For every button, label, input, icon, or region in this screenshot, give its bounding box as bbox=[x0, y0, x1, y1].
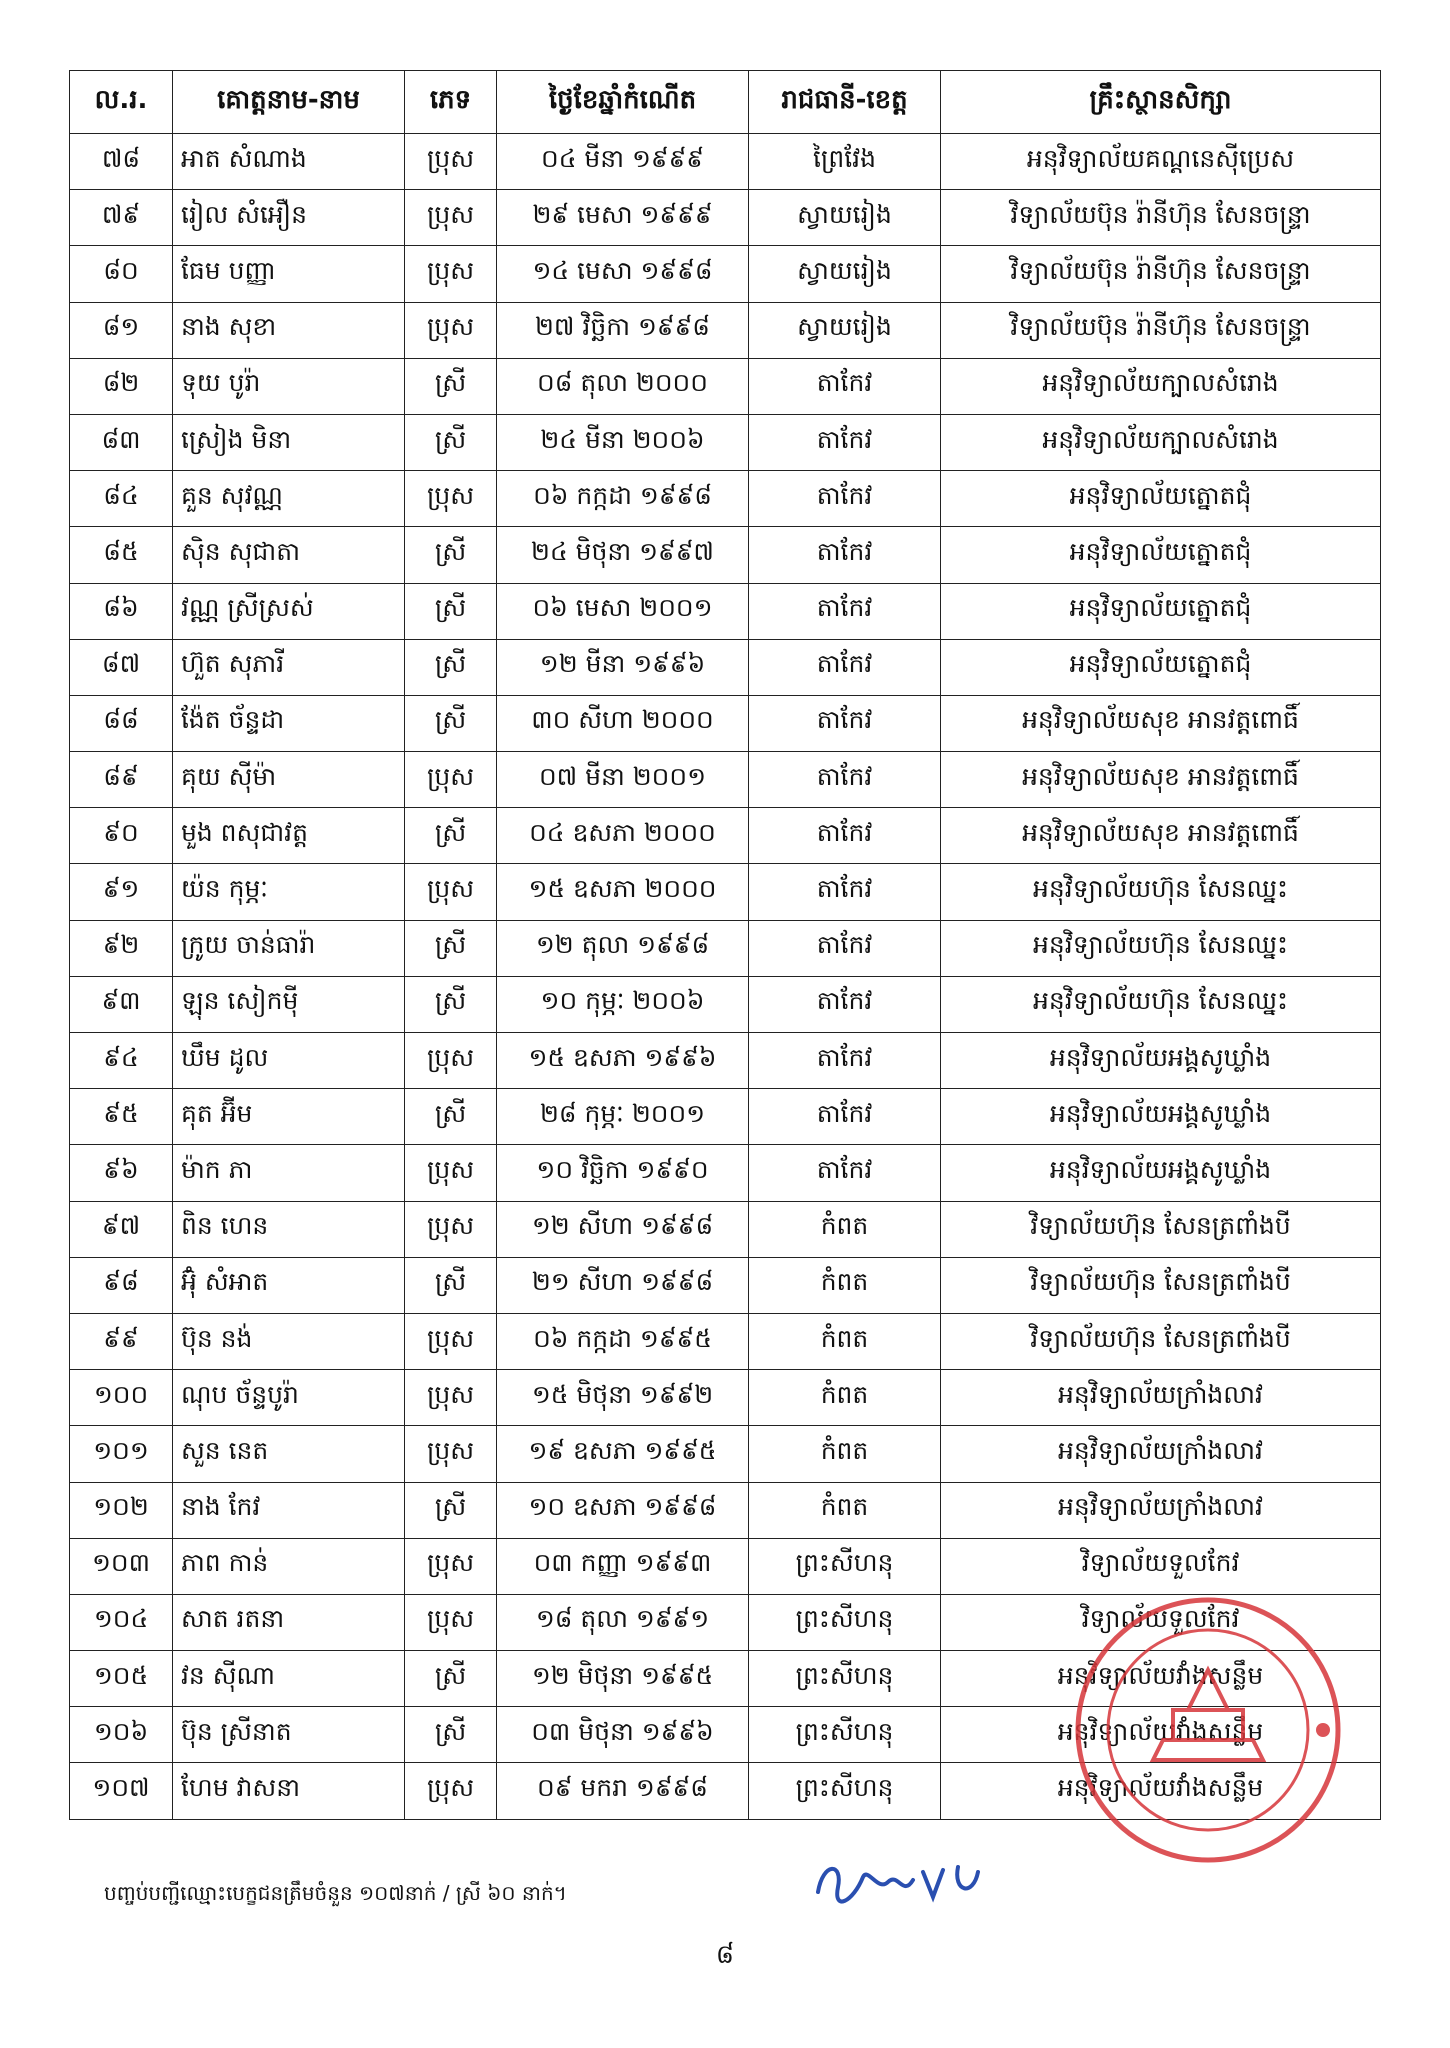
cell-number: ១០៦ bbox=[70, 1707, 173, 1763]
cell-sex: ប្រុស bbox=[405, 752, 497, 808]
cell-dob: ០៤ មីនា ១៩៩៩ bbox=[497, 134, 749, 190]
table-row bbox=[70, 1145, 1381, 1201]
cell-number: ៧៨ bbox=[70, 134, 173, 190]
cell-name: ពិន ហេន bbox=[173, 1201, 405, 1257]
cell-number: ៨៥ bbox=[70, 527, 173, 583]
table-row bbox=[70, 527, 1381, 583]
cell-institution: វិទ្យាល័យហ៊ុន សែនត្រពាំងបី bbox=[941, 1201, 1381, 1257]
table-row bbox=[70, 414, 1381, 470]
cell-institution: អនុវិទ្យាល័យអង្គសូឃ្លាំង bbox=[941, 1089, 1381, 1145]
cell-province: តាកែវ bbox=[749, 471, 941, 527]
cell-sex: ស្រី bbox=[405, 695, 497, 751]
cell-number: ៩២ bbox=[70, 920, 173, 976]
cell-name: ហ៊ួត សុភារី bbox=[173, 639, 405, 695]
cell-province: កំពត bbox=[749, 1370, 941, 1426]
cell-institution: អនុវិទ្យាល័យក្រាំងលាវ bbox=[941, 1482, 1381, 1538]
page-number: ៨ bbox=[715, 1940, 735, 1970]
cell-name: នាង សុខា bbox=[173, 302, 405, 358]
cell-institution: អនុវិទ្យាល័យអង្គសូឃ្លាំង bbox=[941, 1033, 1381, 1089]
cell-dob: ១៥ ឧសភា ២០០០ bbox=[497, 864, 749, 920]
cell-province: កំពត bbox=[749, 1426, 941, 1482]
cell-province: កំពត bbox=[749, 1201, 941, 1257]
table-row bbox=[70, 302, 1381, 358]
table-row bbox=[70, 471, 1381, 527]
table-row bbox=[70, 1370, 1381, 1426]
cell-name: គួន សុវណ្ណ bbox=[173, 471, 405, 527]
cell-institution: វិទ្យាល័យប៊ុន រ៉ានីហ៊ុន សែនចន្ទ្រា bbox=[941, 302, 1381, 358]
table-row bbox=[70, 1426, 1381, 1482]
cell-name: សាត រតនា bbox=[173, 1594, 405, 1650]
cell-number: ៨១ bbox=[70, 302, 173, 358]
cell-institution: អនុវិទ្យាល័យអង្គសូឃ្លាំង bbox=[941, 1145, 1381, 1201]
cell-province: ព្រះសីហនុ bbox=[749, 1594, 941, 1650]
cell-sex: ប្រុស bbox=[405, 1145, 497, 1201]
cell-name: យ៉ន កុម្ភៈ bbox=[173, 864, 405, 920]
cell-sex: ស្រី bbox=[405, 1651, 497, 1707]
cell-dob: ២១ សីហា ១៩៩៨ bbox=[497, 1257, 749, 1313]
cell-institution: អនុវិទ្យាល័យវាំងសន្លឹម bbox=[941, 1651, 1381, 1707]
cell-name: នាង កែវ bbox=[173, 1482, 405, 1538]
cell-institution: វិទ្យាល័យហ៊ុន សែនត្រពាំងបី bbox=[941, 1257, 1381, 1313]
cell-province: តាកែវ bbox=[749, 527, 941, 583]
cell-dob: ០៦ កក្កដា ១៩៩៥ bbox=[497, 1313, 749, 1369]
official-seal bbox=[1058, 1590, 1358, 1870]
cell-province: ព្រះសីហនុ bbox=[749, 1707, 941, 1763]
cell-province: តាកែវ bbox=[749, 752, 941, 808]
cell-dob: ០៤ ឧសភា ២០០០ bbox=[497, 808, 749, 864]
cell-institution: អនុវិទ្យាល័យត្នោតជុំ bbox=[941, 639, 1381, 695]
signature-mark bbox=[808, 1852, 1008, 1912]
cell-name: សួន នេត bbox=[173, 1426, 405, 1482]
cell-institution: វិទ្យាល័យទួលកែវ bbox=[941, 1594, 1381, 1650]
column-header: គោត្តនាម-នាម bbox=[173, 71, 405, 134]
cell-province: តាកែវ bbox=[749, 1089, 941, 1145]
cell-number: ១០១ bbox=[70, 1426, 173, 1482]
cell-sex: ស្រី bbox=[405, 1482, 497, 1538]
cell-sex: ប្រុស bbox=[405, 1538, 497, 1594]
cell-name: វន ស៊ីណា bbox=[173, 1651, 405, 1707]
cell-sex: ប្រុស bbox=[405, 864, 497, 920]
cell-institution: អនុវិទ្យាល័យត្នោតជុំ bbox=[941, 527, 1381, 583]
table-header-row bbox=[70, 71, 1381, 134]
column-header: ភេទ bbox=[405, 71, 497, 134]
table-row bbox=[70, 1538, 1381, 1594]
cell-name: ក្រូយ ចាន់ធារ៉ា bbox=[173, 920, 405, 976]
cell-number: ៨៨ bbox=[70, 695, 173, 751]
table-row bbox=[70, 1201, 1381, 1257]
cell-name: អាត សំណាង bbox=[173, 134, 405, 190]
cell-province: តាកែវ bbox=[749, 864, 941, 920]
cell-province: កំពត bbox=[749, 1313, 941, 1369]
cell-number: ១០០ bbox=[70, 1370, 173, 1426]
cell-institution: អនុវិទ្យាល័យហ៊ុន សែនឈ្នះ bbox=[941, 976, 1381, 1032]
cell-dob: ១៨ តុលា ១៩៩១ bbox=[497, 1594, 749, 1650]
table-body bbox=[70, 134, 1381, 1820]
cell-name: ហែម វាសនា bbox=[173, 1763, 405, 1819]
cell-institution: អនុវិទ្យាល័យវាំងសន្លឹម bbox=[941, 1707, 1381, 1763]
cell-institution: អនុវិទ្យាល័យវាំងសន្លឹម bbox=[941, 1763, 1381, 1819]
cell-name: មួង ពសុជាវត្ត bbox=[173, 808, 405, 864]
cell-sex: ប្រុស bbox=[405, 246, 497, 302]
cell-dob: ០៦ មេសា ២០០១ bbox=[497, 583, 749, 639]
cell-number: ៨៧ bbox=[70, 639, 173, 695]
cell-province: តាកែវ bbox=[749, 583, 941, 639]
cell-name: គុយ ស៊ីម៉ា bbox=[173, 752, 405, 808]
cell-dob: ១០ វិច្ឆិកា ១៩៩០ bbox=[497, 1145, 749, 1201]
cell-dob: ១៥ មិថុនា ១៩៩២ bbox=[497, 1370, 749, 1426]
cell-number: ៩៣ bbox=[70, 976, 173, 1032]
cell-name: ទុយ បូរ៉ា bbox=[173, 358, 405, 414]
cell-province: តាកែវ bbox=[749, 920, 941, 976]
cell-number: ១០៧ bbox=[70, 1763, 173, 1819]
cell-name: រៀល សំអឿន bbox=[173, 190, 405, 246]
cell-name: ធែម បញ្ញា bbox=[173, 246, 405, 302]
cell-sex: ប្រុស bbox=[405, 302, 497, 358]
cell-dob: ២៩ មេសា ១៩៩៩ bbox=[497, 190, 749, 246]
cell-province: តាកែវ bbox=[749, 1033, 941, 1089]
cell-sex: ប្រុស bbox=[405, 1201, 497, 1257]
cell-dob: ១០ កុម្ភៈ ២០០៦ bbox=[497, 976, 749, 1032]
cell-sex: ស្រី bbox=[405, 583, 497, 639]
cell-province: តាកែវ bbox=[749, 414, 941, 470]
cell-institution: អនុវិទ្យាល័យត្នោតជុំ bbox=[941, 583, 1381, 639]
cell-number: ១០២ bbox=[70, 1482, 173, 1538]
cell-sex: ស្រី bbox=[405, 1707, 497, 1763]
cell-province: ស្វាយរៀង bbox=[749, 246, 941, 302]
table-row bbox=[70, 695, 1381, 751]
cell-number: ៨០ bbox=[70, 246, 173, 302]
cell-name: ប៊ុន ស្រីនាត bbox=[173, 1707, 405, 1763]
cell-institution: អនុវិទ្យាល័យហ៊ុន សែនឈ្នះ bbox=[941, 864, 1381, 920]
cell-province: តាកែវ bbox=[749, 1145, 941, 1201]
cell-institution: អនុវិទ្យាល័យក្រាំងលាវ bbox=[941, 1370, 1381, 1426]
cell-dob: ០៧ មីនា ២០០១ bbox=[497, 752, 749, 808]
column-header: រាជធានី-ខេត្ត bbox=[749, 71, 941, 134]
cell-sex: ប្រុស bbox=[405, 1313, 497, 1369]
cell-number: ៩១ bbox=[70, 864, 173, 920]
cell-institution: អនុវិទ្យាល័យហ៊ុន សែនឈ្នះ bbox=[941, 920, 1381, 976]
cell-sex: ប្រុស bbox=[405, 1763, 497, 1819]
table-row bbox=[70, 1257, 1381, 1313]
cell-sex: ស្រី bbox=[405, 414, 497, 470]
cell-institution: អនុវិទ្យាល័យគណ្ដនេស៊ីប្រេស bbox=[941, 134, 1381, 190]
cell-sex: ស្រី bbox=[405, 920, 497, 976]
cell-province: តាកែវ bbox=[749, 695, 941, 751]
cell-dob: ១២ តុលា ១៩៩៨ bbox=[497, 920, 749, 976]
cell-province: តាកែវ bbox=[749, 808, 941, 864]
table-row bbox=[70, 134, 1381, 190]
cell-name: គុត អ៊ីម bbox=[173, 1089, 405, 1145]
cell-name: ស្រៀង មិនា bbox=[173, 414, 405, 470]
cell-institution: វិទ្យាល័យហ៊ុន សែនត្រពាំងបី bbox=[941, 1313, 1381, 1369]
table-row bbox=[70, 1313, 1381, 1369]
cell-dob: ០៨ តុលា ២០០០ bbox=[497, 358, 749, 414]
cell-dob: ០៦ កក្កដា ១៩៩៨ bbox=[497, 471, 749, 527]
cell-dob: ២៤ មីនា ២០០៦ bbox=[497, 414, 749, 470]
cell-dob: ១៥ ឧសភា ១៩៩៦ bbox=[497, 1033, 749, 1089]
cell-dob: ០៣ មិថុនា ១៩៩៦ bbox=[497, 1707, 749, 1763]
table-row bbox=[70, 190, 1381, 246]
cell-name: ឃឹម ដូល bbox=[173, 1033, 405, 1089]
cell-institution: អនុវិទ្យាល័យសុខ អានវត្តពោធិ៍ bbox=[941, 808, 1381, 864]
cell-number: ៩៦ bbox=[70, 1145, 173, 1201]
cell-sex: ស្រី bbox=[405, 976, 497, 1032]
cell-institution: អនុវិទ្យាល័យក្បាលសំរោង bbox=[941, 358, 1381, 414]
cell-name: ប៊ុន នង់ bbox=[173, 1313, 405, 1369]
table-row bbox=[70, 583, 1381, 639]
cell-dob: ១២ មីនា ១៩៩៦ bbox=[497, 639, 749, 695]
cell-name: ង៉ែត ច័ន្ទដា bbox=[173, 695, 405, 751]
table-row bbox=[70, 864, 1381, 920]
cell-dob: ១២ សីហា ១៩៩៨ bbox=[497, 1201, 749, 1257]
cell-institution: អនុវិទ្យាល័យសុខ អានវត្តពោធិ៍ bbox=[941, 752, 1381, 808]
cell-number: ១០៣ bbox=[70, 1538, 173, 1594]
cell-province: ស្វាយរៀង bbox=[749, 190, 941, 246]
cell-institution: អនុវិទ្យាល័យសុខ អានវត្តពោធិ៍ bbox=[941, 695, 1381, 751]
cell-number: ៩៧ bbox=[70, 1201, 173, 1257]
cell-name: ឡុន សៀកមុី bbox=[173, 976, 405, 1032]
cell-dob: ១៩ ឧសភា ១៩៩៥ bbox=[497, 1426, 749, 1482]
table-row bbox=[70, 808, 1381, 864]
cell-institution: វិទ្យាល័យប៊ុន រ៉ានីហ៊ុន សែនចន្ទ្រា bbox=[941, 246, 1381, 302]
cell-institution: វិទ្យាល័យទួលកែវ bbox=[941, 1538, 1381, 1594]
cell-dob: ០៩ មករា ១៩៩៨ bbox=[497, 1763, 749, 1819]
cell-sex: ស្រី bbox=[405, 358, 497, 414]
cell-province: តាកែវ bbox=[749, 639, 941, 695]
candidate-table bbox=[69, 70, 1381, 1820]
cell-province: តាកែវ bbox=[749, 358, 941, 414]
cell-dob: ១២ មិថុនា ១៩៩៥ bbox=[497, 1651, 749, 1707]
cell-institution: អនុវិទ្យាល័យត្នោតជុំ bbox=[941, 471, 1381, 527]
table-row bbox=[70, 639, 1381, 695]
cell-province: ព្រះសីហនុ bbox=[749, 1651, 941, 1707]
cell-sex: ប្រុស bbox=[405, 1033, 497, 1089]
cell-province: កំពត bbox=[749, 1482, 941, 1538]
cell-name: ណុប ច័ន្ទបូរ៉ា bbox=[173, 1370, 405, 1426]
cell-province: ស្វាយរៀង bbox=[749, 302, 941, 358]
table-row bbox=[70, 976, 1381, 1032]
cell-sex: ប្រុស bbox=[405, 1370, 497, 1426]
cell-name: វណ្ណ ស្រីស្រស់ bbox=[173, 583, 405, 639]
cell-name: ស៊ិន សុជាតា bbox=[173, 527, 405, 583]
cell-sex: ស្រី bbox=[405, 1257, 497, 1313]
cell-number: ៨៩ bbox=[70, 752, 173, 808]
table-row bbox=[70, 1482, 1381, 1538]
cell-sex: ស្រី bbox=[405, 808, 497, 864]
cell-dob: ២៤ មិថុនា ១៩៩៧ bbox=[497, 527, 749, 583]
cell-number: ៨២ bbox=[70, 358, 173, 414]
cell-institution: អនុវិទ្យាល័យក្រាំងលាវ bbox=[941, 1426, 1381, 1482]
cell-sex: ប្រុស bbox=[405, 471, 497, 527]
cell-number: ៨៤ bbox=[70, 471, 173, 527]
column-header: ថ្ងៃខែឆ្នាំកំណើត bbox=[497, 71, 749, 134]
table-row bbox=[70, 1033, 1381, 1089]
cell-sex: ស្រី bbox=[405, 527, 497, 583]
cell-province: ព្រៃវែង bbox=[749, 134, 941, 190]
cell-dob: ០៣ កញ្ញា ១៩៩៣ bbox=[497, 1538, 749, 1594]
column-header: ល.រ. bbox=[70, 71, 173, 134]
cell-number: ១០៤ bbox=[70, 1594, 173, 1650]
cell-province: ព្រះសីហនុ bbox=[749, 1763, 941, 1819]
cell-sex: ប្រុស bbox=[405, 1594, 497, 1650]
cell-province: ព្រះសីហនុ bbox=[749, 1538, 941, 1594]
cell-number: ៨៦ bbox=[70, 583, 173, 639]
cell-sex: ស្រី bbox=[405, 639, 497, 695]
cell-institution: អនុវិទ្យាល័យក្បាលសំរោង bbox=[941, 414, 1381, 470]
table-row bbox=[70, 920, 1381, 976]
cell-sex: ស្រី bbox=[405, 1089, 497, 1145]
cell-dob: ១៤ មេសា ១៩៩៨ bbox=[497, 246, 749, 302]
cell-number: ៩៤ bbox=[70, 1033, 173, 1089]
cell-dob: ១០ ឧសភា ១៩៩៨ bbox=[497, 1482, 749, 1538]
cell-number: ៩៨ bbox=[70, 1257, 173, 1313]
table-row bbox=[70, 752, 1381, 808]
cell-province: តាកែវ bbox=[749, 976, 941, 1032]
table-row bbox=[70, 358, 1381, 414]
cell-number: ៧៩ bbox=[70, 190, 173, 246]
cell-name: អ៊ុំ សំអាត bbox=[173, 1257, 405, 1313]
cell-dob: ២៨ កុម្ភៈ ២០០១ bbox=[497, 1089, 749, 1145]
cell-name: ភាព កាន់ bbox=[173, 1538, 405, 1594]
cell-number: ៨៣ bbox=[70, 414, 173, 470]
cell-number: ៩៩ bbox=[70, 1313, 173, 1369]
cell-name: ម៉ាក ភា bbox=[173, 1145, 405, 1201]
cell-number: ៩០ bbox=[70, 808, 173, 864]
cell-sex: ប្រុស bbox=[405, 1426, 497, 1482]
summary-note: បញ្ចប់បញ្ជីឈ្មោះបេក្ខជនត្រឹមចំនួន ១០៧នាក់ / ស្រី ៦០ នាក់។ bbox=[104, 1881, 567, 1905]
cell-number: ៩៥ bbox=[70, 1089, 173, 1145]
table-row bbox=[70, 1089, 1381, 1145]
cell-dob: ៣០ សីហា ២០០០ bbox=[497, 695, 749, 751]
cell-institution: វិទ្យាល័យប៊ុន រ៉ានីហ៊ុន សែនចន្ទ្រា bbox=[941, 190, 1381, 246]
cell-sex: ប្រុស bbox=[405, 134, 497, 190]
cell-number: ១០៥ bbox=[70, 1651, 173, 1707]
cell-dob: ២៧ វិច្ឆិកា ១៩៩៨ bbox=[497, 302, 749, 358]
column-header: គ្រឹះស្ថានសិក្សា bbox=[941, 71, 1381, 134]
cell-province: កំពត bbox=[749, 1257, 941, 1313]
cell-sex: ប្រុស bbox=[405, 190, 497, 246]
table-row bbox=[70, 246, 1381, 302]
